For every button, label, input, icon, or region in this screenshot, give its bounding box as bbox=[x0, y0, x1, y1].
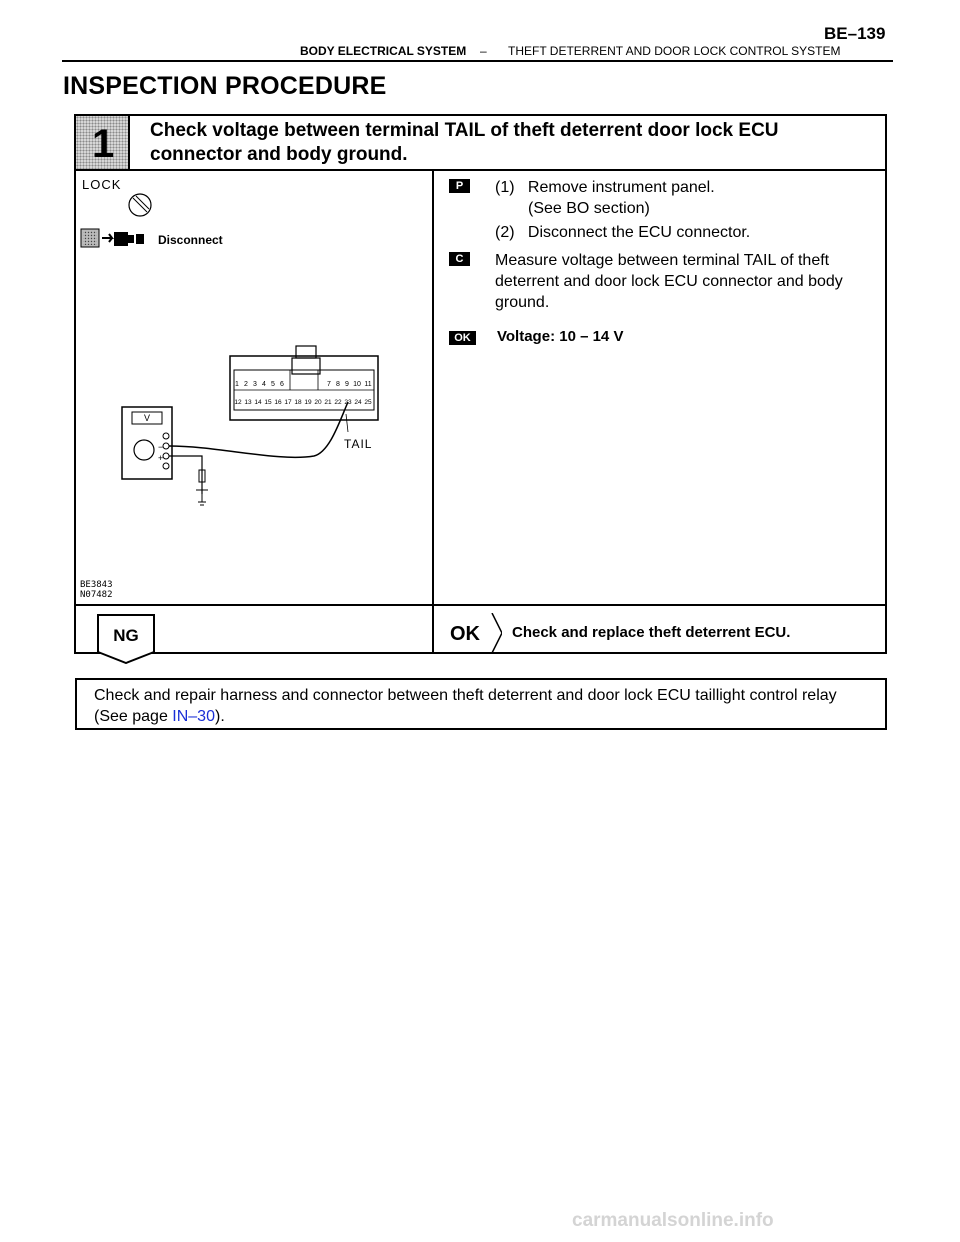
prep-badge: P bbox=[449, 179, 470, 193]
prep-step-2: (2) Disconnect the ECU connector. bbox=[495, 224, 751, 241]
illustration-code: BE3843 N07482 bbox=[80, 580, 113, 600]
header-rule bbox=[62, 60, 893, 62]
pin-14: 14 bbox=[254, 399, 262, 406]
step-number: 1 bbox=[92, 122, 115, 166]
lock-label: LOCK bbox=[82, 177, 122, 192]
page-number: BE–139 bbox=[824, 24, 886, 43]
tail-label: TAIL bbox=[344, 437, 373, 451]
ok-spec: Voltage: 10 – 14 V bbox=[497, 328, 624, 345]
ng-tab bbox=[97, 614, 155, 664]
header-section: BODY ELECTRICAL SYSTEM bbox=[300, 44, 467, 58]
meter-label: V bbox=[143, 413, 151, 423]
pin-16: 16 bbox=[274, 399, 282, 406]
step-title: Check voltage between terminal TAIL of theft deterrent door lock ECU connector and body ground. bbox=[150, 120, 779, 165]
pin-25: 25 bbox=[364, 399, 372, 406]
pin-10: 10 bbox=[353, 381, 361, 388]
result-divider bbox=[76, 604, 885, 606]
svg-text:−: − bbox=[158, 442, 164, 452]
pin-5: 5 bbox=[271, 381, 275, 388]
pin-3: 3 bbox=[253, 381, 257, 388]
pin-17: 17 bbox=[284, 399, 292, 406]
section-title: INSPECTION PROCEDURE bbox=[63, 72, 387, 100]
watermark: carmanualsonline.info bbox=[572, 1210, 774, 1231]
svg-text:+: + bbox=[158, 453, 164, 463]
check-instruction: Measure voltage between terminal TAIL of theft deterrent and door lock ECU connector and body ground. bbox=[495, 252, 843, 311]
pin-7: 7 bbox=[327, 381, 331, 388]
pin-18: 18 bbox=[294, 399, 302, 406]
pin-1: 1 bbox=[235, 381, 239, 388]
pin-11: 11 bbox=[364, 381, 372, 388]
ok-label: OK bbox=[450, 623, 480, 645]
connector-disconnect-icon bbox=[81, 229, 144, 247]
disconnect-label: Disconnect bbox=[158, 233, 223, 247]
check-badge: C bbox=[449, 252, 470, 266]
pin-13: 13 bbox=[244, 399, 252, 406]
pin-2: 2 bbox=[244, 381, 248, 388]
pin-19: 19 bbox=[304, 399, 312, 406]
ok-tag bbox=[440, 613, 502, 653]
header-separator: – bbox=[480, 44, 487, 58]
pin-23: 23 bbox=[344, 399, 352, 406]
column-divider bbox=[432, 171, 434, 652]
ng-label: NG bbox=[113, 626, 139, 645]
pin-9: 9 bbox=[345, 381, 349, 388]
repair-text: Check and repair harness and connector between theft deterrent and door lock ECU taillight control relay (See page IN–30). bbox=[94, 687, 837, 725]
pin-15: 15 bbox=[264, 399, 272, 406]
pin-4: 4 bbox=[262, 381, 266, 388]
pin-24: 24 bbox=[354, 399, 362, 406]
page-link[interactable]: IN–30 bbox=[172, 708, 215, 725]
prep-step-1: (1) Remove instrument panel. bbox=[495, 179, 715, 196]
prep-step-1-sub: (See BO section) bbox=[528, 200, 650, 217]
lock-key-icon bbox=[129, 194, 151, 216]
pin-22: 22 bbox=[334, 399, 342, 406]
pin-6: 6 bbox=[280, 381, 284, 388]
header-subsection: THEFT DETERRENT AND DOOR LOCK CONTROL SYSTEM bbox=[508, 44, 841, 58]
wiring-illustration bbox=[78, 174, 430, 602]
pin-21: 21 bbox=[324, 399, 332, 406]
pin-12: 12 bbox=[234, 399, 242, 406]
pin-8: 8 bbox=[336, 381, 340, 388]
ok-action: Check and replace theft deterrent ECU. bbox=[512, 624, 791, 641]
pin-20: 20 bbox=[314, 399, 322, 406]
ok-badge: OK bbox=[449, 331, 476, 345]
